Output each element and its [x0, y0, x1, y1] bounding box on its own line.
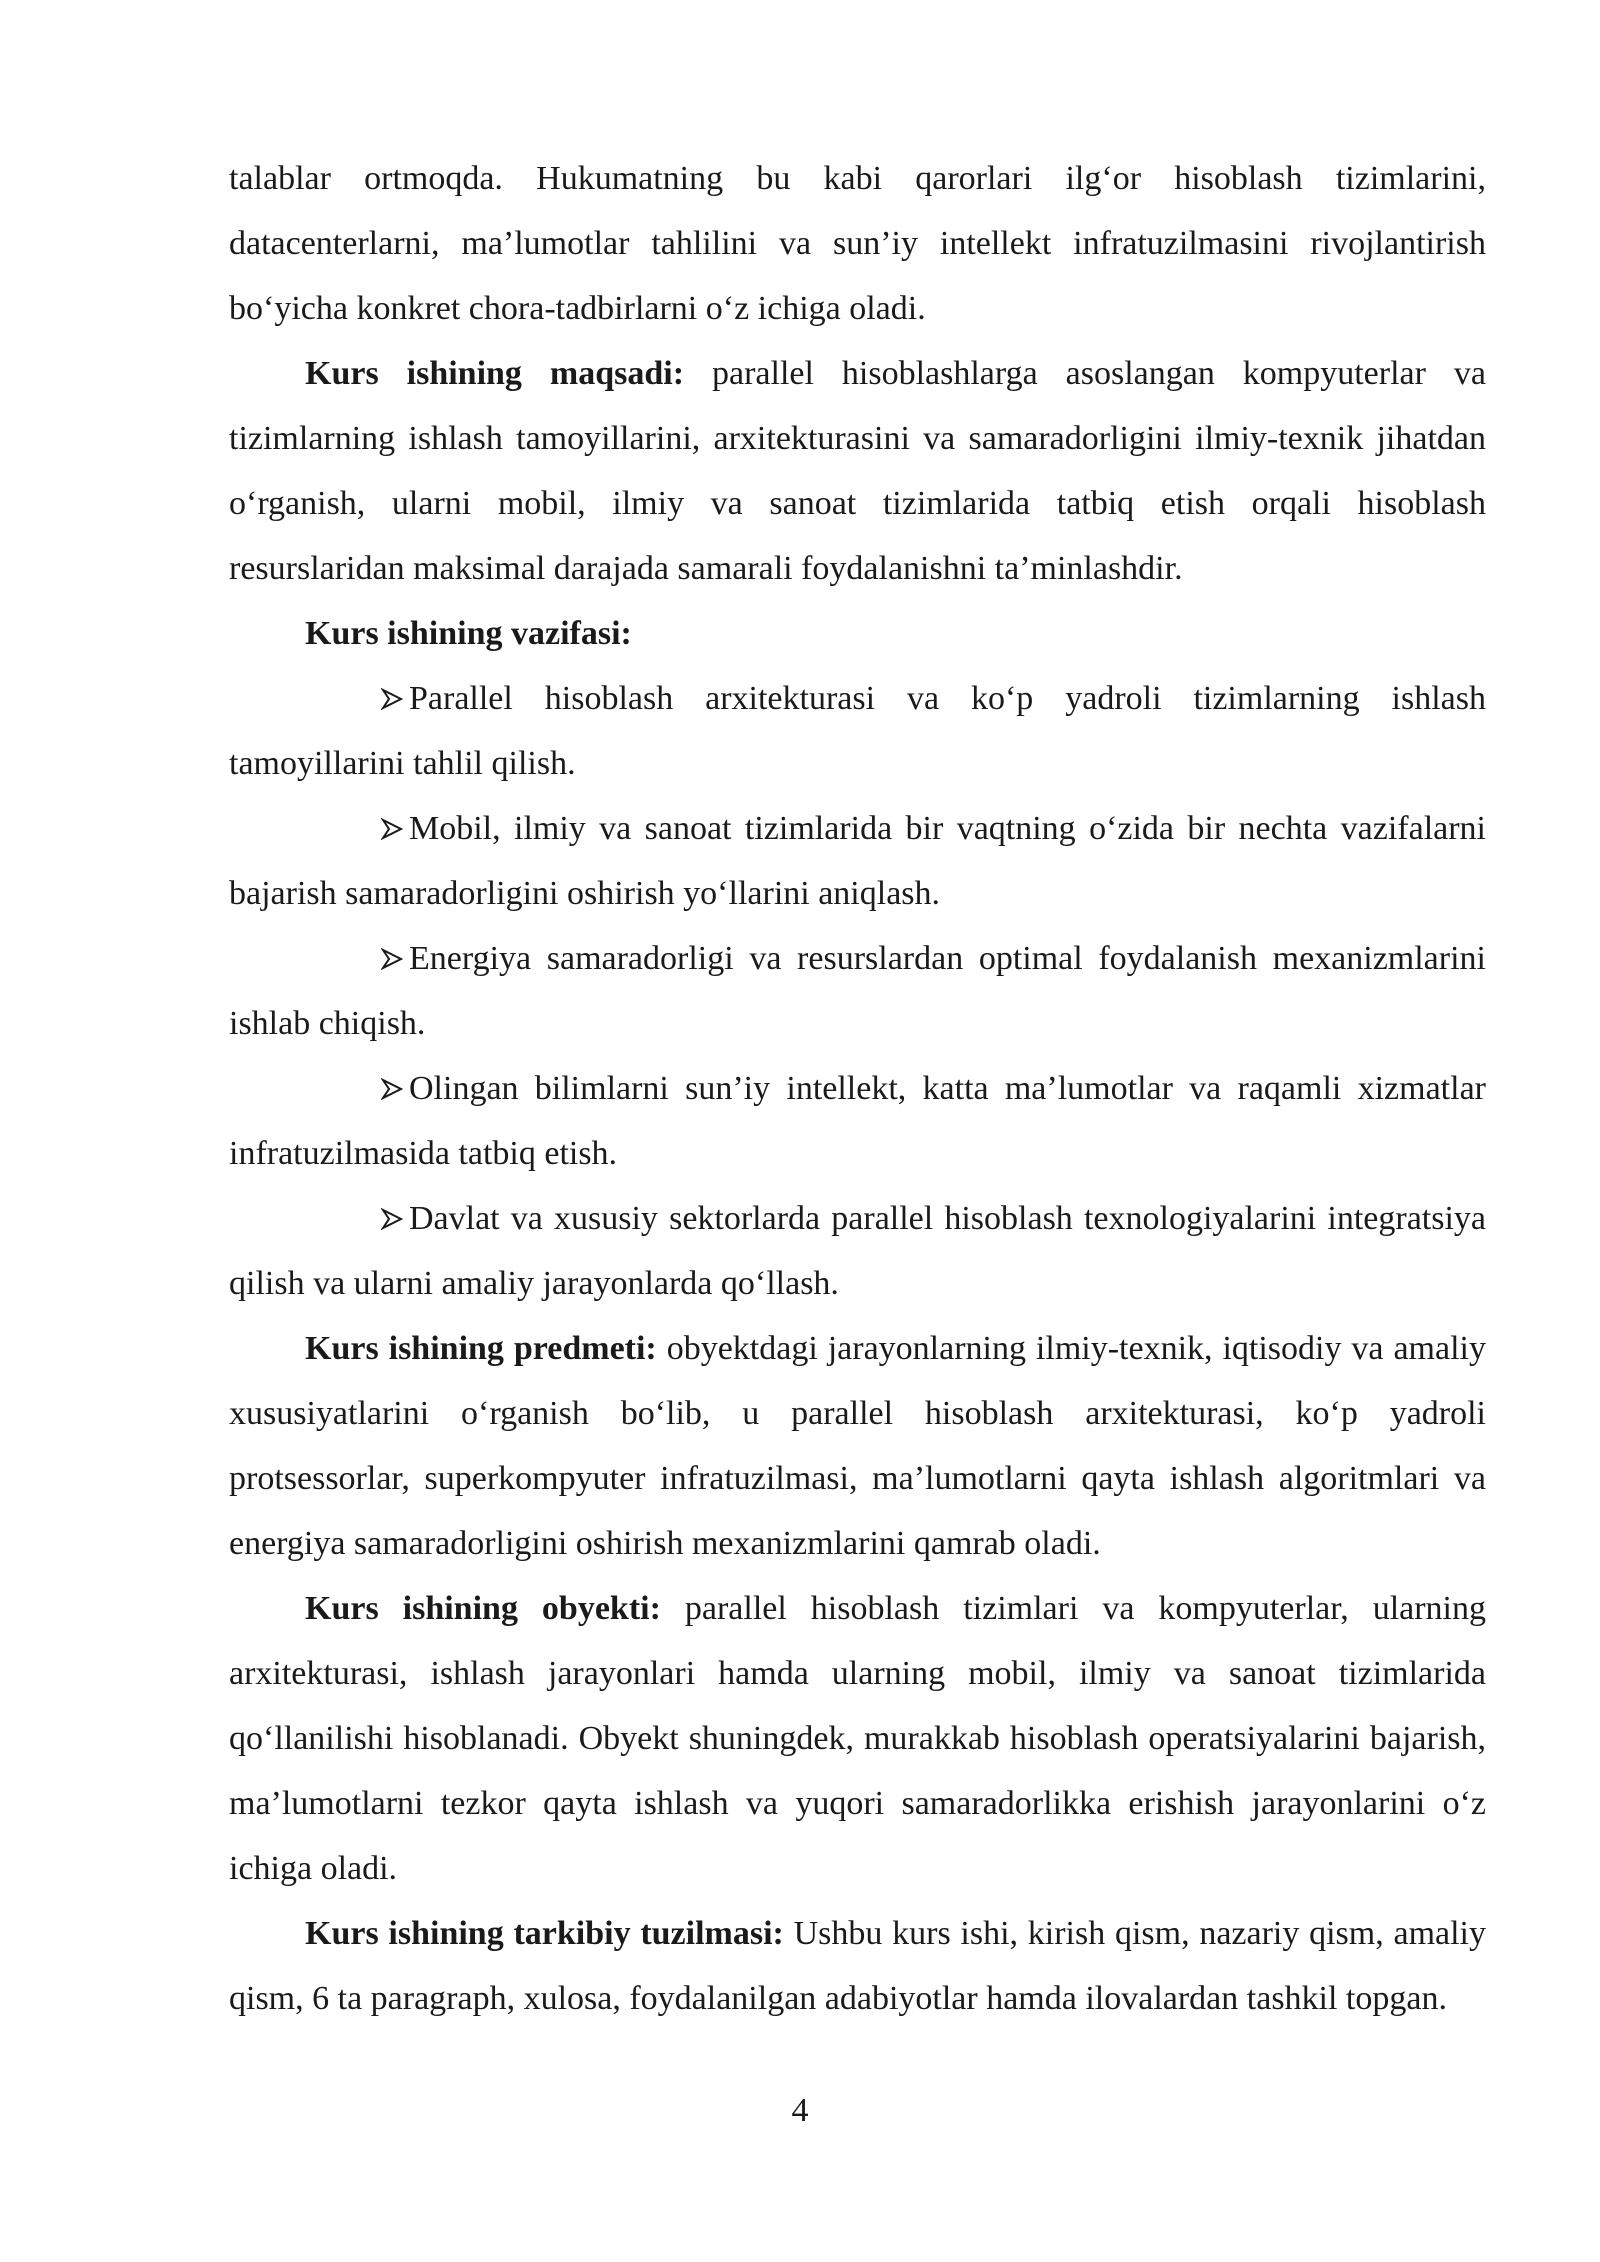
task-item	[229, 1186, 1486, 1316]
arrowhead-bullet-icon	[305, 1186, 403, 1251]
object-text: parallel hisoblash tizimlari va kompyuterlar, ularning arxitekturasi, ishlash jarayonlari hamda ularning mobil, ilmiy va sanoat tizimlarida qo‘llanilishi hisoblanadi. Obyekt shuningdek, murakkab hisoblash operatsiyalarini bajarish, ma’lumotlarni tezkor qayta ishlash va yuqori samaradorlikka erishish jarayonlarini o‘z ichiga oladi.	[229, 1590, 1486, 1887]
task-item-text: Energiya samaradorligi va resurslardan optimal foydalanish mexanizmlarini ishlab chiqish.	[229, 940, 1486, 1042]
subject-text: obyektdagi jarayonlarning ilmiy-texnik, iqtisodiy va amaliy xususiyatlarini o‘rganish bo‘lib, u parallel hisoblash arxitekturasi, ko‘p yadroli protsessorlar, superkompyuter infratuzilmasi, ma’lumotlarni qayta ishlash algoritmlari va energiya samaradorligini oshirish mexanizmlarini qamrab oladi.	[229, 1330, 1486, 1562]
object-paragraph	[229, 1576, 1486, 1901]
structure-text: Ushbu kurs ishi, kirish qism, nazariy qism, amaliy qism, 6 ta paragraph, xulosa, foydalanilgan adabiyotlar hamda ilovalardan tashkil topgan.	[229, 1915, 1486, 2017]
object-label: Kurs ishining obyekti:	[305, 1590, 661, 1627]
tasks-heading	[229, 601, 1486, 666]
task-item	[229, 796, 1486, 926]
goal-paragraph	[229, 341, 1486, 601]
task-item	[229, 1056, 1486, 1186]
task-item	[229, 666, 1486, 796]
goal-label: Kurs ishining maqsadi:	[305, 355, 685, 392]
task-item-text: Parallel hisoblash arxitekturasi va ko‘p yadroli tizimlarning ishlash tamoyillarini tahlil qilish.	[229, 680, 1486, 782]
tasks-label: Kurs ishining vazifasi:	[305, 615, 632, 652]
subject-paragraph	[229, 1316, 1486, 1576]
task-item-text: Mobil, ilmiy va sanoat tizimlarida bir vaqtning o‘zida bir nechta vazifalarni bajarish samaradorligini oshirish yo‘llarini aniqlash.	[229, 810, 1486, 912]
task-item-text: Davlat va xususiy sektorlarda parallel hisoblash texnologiyalarini integratsiya qilish va ularni amaliy jarayonlarda qo‘llash.	[229, 1200, 1486, 1302]
page-body	[229, 146, 1486, 2031]
structure-label: Kurs ishining tarkibiy tuzilmasi:	[305, 1915, 784, 1952]
arrowhead-bullet-icon	[305, 666, 403, 731]
page-number: 4	[791, 2092, 809, 2129]
arrowhead-bullet-icon	[305, 926, 403, 991]
task-item	[229, 926, 1486, 1056]
arrowhead-bullet-icon	[305, 1056, 403, 1121]
arrowhead-bullet-icon	[305, 796, 403, 861]
goal-text: parallel hisoblashlarga asoslangan kompyuterlar va tizimlarning ishlash tamoyillarini, arxitekturasini va samaradorligini ilmiy-texnik jihatdan o‘rganish, ularni mobil, ilmiy va sanoat tizimlarida tatbiq etish orqali hisoblash resurslaridan maksimal darajada samarali foydalanishni ta’minlashdir.	[229, 355, 1486, 587]
structure-paragraph	[229, 1901, 1486, 2031]
intro-paragraph: talablar ortmoqda. Hukumatning bu kabi qarorlari ilg‘or hisoblash tizimlarini, datacenterlarni, ma’lumotlar tahlilini va sun’iy intellekt infratuzilmasini rivojlantirish bo‘yicha konkret chora-tadbirlarni o‘z ichiga oladi.	[229, 160, 1486, 327]
subject-label: Kurs ishining predmeti:	[305, 1330, 657, 1367]
task-item-text: Olingan bilimlarni sun’iy intellekt, katta ma’lumotlar va raqamli xizmatlar infratuzilmasida tatbiq etish.	[229, 1070, 1486, 1172]
